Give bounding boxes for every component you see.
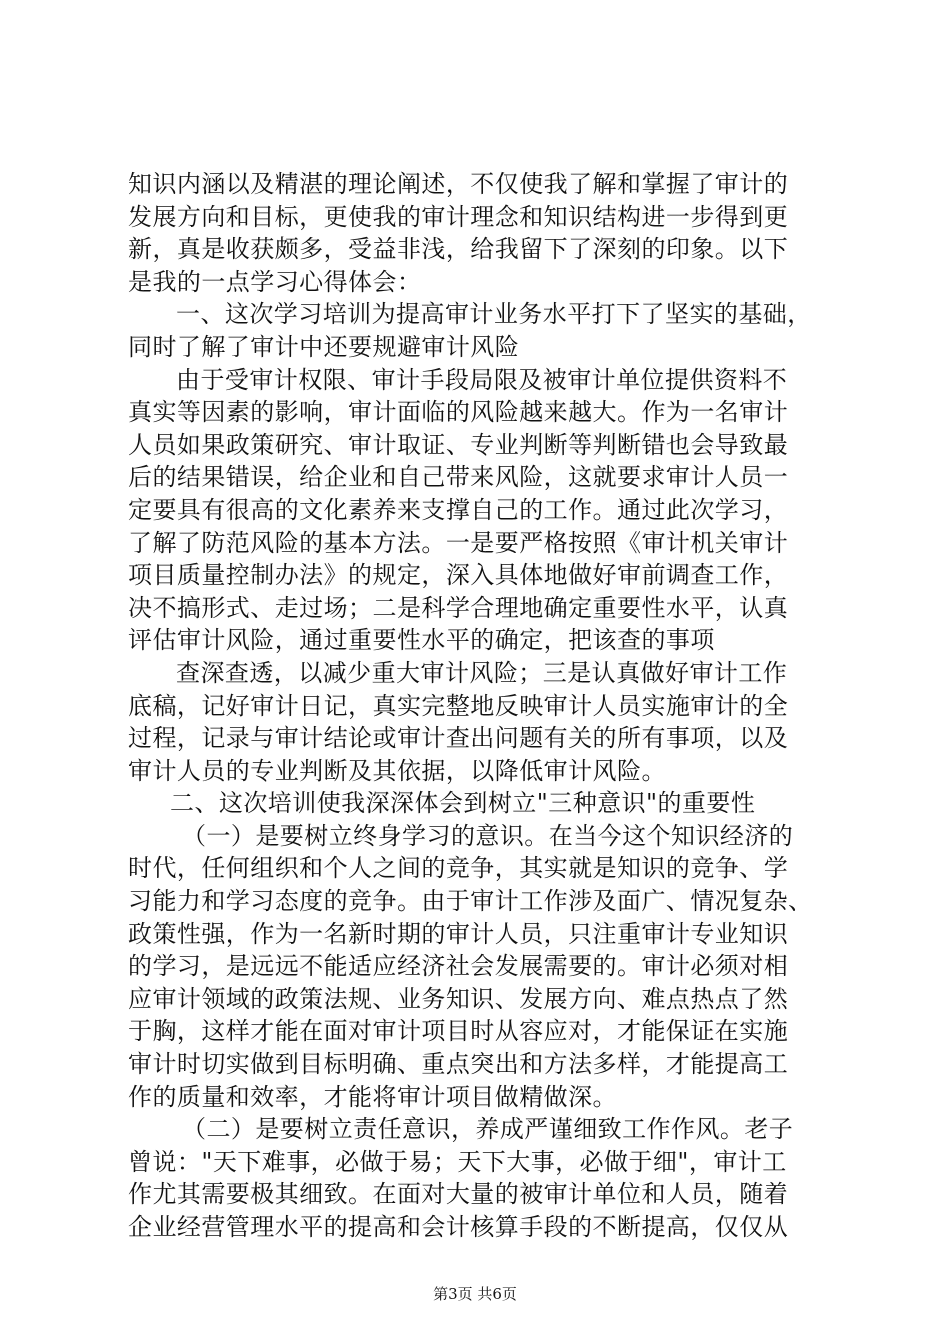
text-line: 曾说："天下难事，必做于易；天下大事，必做于细"，审计工 [128,1147,787,1176]
text-line: 项目质量控制办法》的规定，深入具体地做好审前调查工作， [128,561,789,590]
subsection-heading-line: （二）是要树立责任意识，养成严谨细致工作作风。老子 [182,1115,794,1144]
text-line: 作的质量和效率，才能将审计项目做精做深。 [128,1082,617,1111]
text-line: 政策性强，作为一名新时期的审计人员，只注重审计专业知识 [128,919,789,948]
text-line: 习能力和学习态度的竞争。由于审计工作涉及面广、情况复杂、 [128,887,813,916]
text-line: 过程，记录与审计结论或审计查出问题有关的所有事项，以及 [128,724,789,753]
text-line: 审计人员的专业判断及其依据，以降低审计风险。 [128,756,666,785]
text-line: 时代，任何组织和个人之间的竞争，其实就是知识的竞争、学 [128,854,789,883]
section-heading-line: 一、这次学习培训为提高审计业务水平打下了坚实的基础， [176,300,812,329]
text-line: 新，真是收获颇多，受益非浅，给我留下了深刻的印象。以下 [128,235,789,264]
text-line: 真实等因素的影响，审计面临的风险越来越大。作为一名审计 [128,398,789,427]
text-line: 知识内涵以及精湛的理论阐述，不仅使我了解和掌握了审计的 [128,170,789,198]
text-line: 同时了解了审计中还要规避审计风险 [128,332,520,361]
text-line: 后的结果错误，给企业和自己带来风险，这就要求审计人员一 [128,463,789,492]
text-line: 于胸，这样才能在面对审计项目时从容应对，才能保证在实施 [128,1017,789,1046]
text-line: 应审计领域的政策法规、业务知识、发展方向、难点热点了然 [128,984,789,1013]
text-line: 人员如果政策研究、审计取证、专业判断等判断错也会导致最 [128,430,789,459]
subsection-heading-line: （一）是要树立终身学习的意识。在当今这个知识经济的 [182,821,794,850]
text-line: 底稿，记好审计日记，真实完整地反映审计人员实施审计的全 [128,691,789,720]
text-line: 决不搞形式、走过场；二是科学合理地确定重要性水平，认真 [128,593,789,622]
text-line: 评估审计风险，通过重要性水平的确定，把该查的事项 [128,626,715,655]
text-line: 的学习，是远远不能适应经济社会发展需要的。审计必须对相 [128,952,789,981]
text-line: 企业经营管理水平的提高和会计核算手段的不断提高，仅仅从 [128,1213,789,1241]
text-line: 了解了防范风险的基本方法。一是要严格按照《审计机关审计 [128,528,789,557]
text-line: 定要具有很高的文化素养来支撑自己的工作。通过此次学习， [128,495,789,524]
document-body [128,168,840,1244]
page-number-footer: 第3页 共6页 [433,1285,517,1303]
text-line: 作尤其需要极其细致。在面对大量的被审计单位和人员，随着 [128,1180,789,1209]
paragraph-start-line: 查深查透，以减少重大审计风险；三是认真做好审计工作 [176,658,788,687]
text-line: 审计时切实做到目标明确、重点突出和方法多样，才能提高工 [128,1050,789,1079]
text-line: 是我的一点学习心得体会： [128,267,422,296]
section-heading-line: 二、这次培训使我深深体会到树立"三种意识"的重要性 [170,789,756,818]
paragraph-start-line: 由于受审计权限、审计手段局限及被审计单位提供资料不 [176,365,788,394]
text-line: 发展方向和目标，更使我的审计理念和知识结构进一步得到更 [128,202,789,231]
